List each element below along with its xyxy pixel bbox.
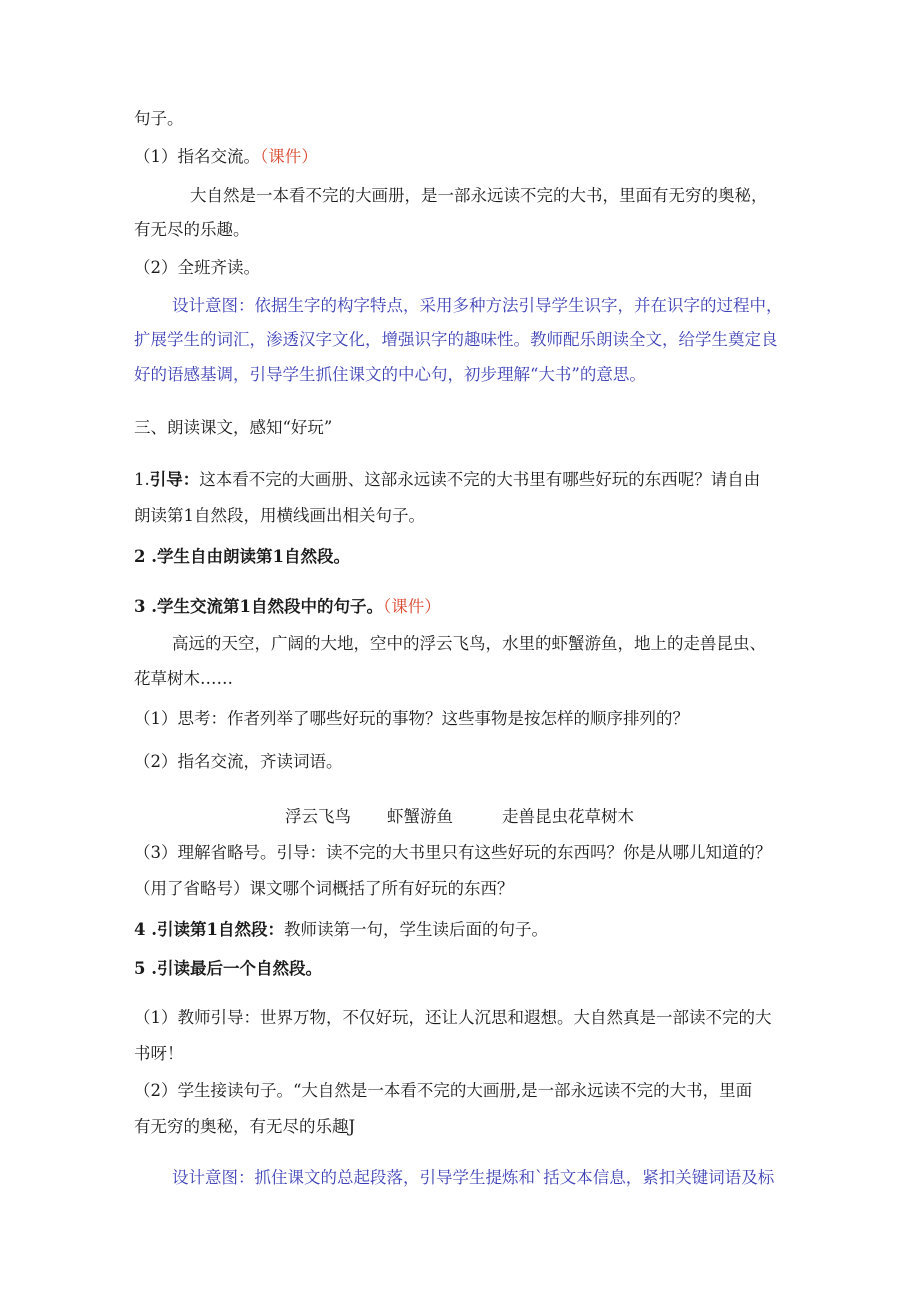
word-group: 虾蟹游鱼	[387, 807, 453, 826]
text-line: （1）指名交流。（课件）	[134, 147, 318, 166]
quote-line: 高远的天空，广阔的大地，空中的浮云飞鸟，水里的虾蟹游鱼，地上的走兽昆虫、	[172, 634, 766, 653]
quote-line: 花草树木……	[134, 669, 233, 688]
text-line: （1）思考：作者列举了哪些好玩的事物？这些事物是按怎样的顺序排列的？	[134, 709, 689, 728]
quote-line: 大自然是一本看不完的大画册，是一部永远读不完的大书，里面有无穷的奥秘，	[190, 186, 768, 205]
step-heading: 4 .引读第1自然段：教师读第一句，学生读后面的句子。	[134, 920, 548, 939]
text-line: （3）理解省略号。引导：读不完的大书里只有这些好玩的东西吗？你是从哪儿知道的？	[134, 843, 772, 862]
text-line: （1）教师引导：世界万物，不仅好玩，还让人沉思和遐想。大自然真是一部读不完的大	[134, 1008, 772, 1027]
text-line: （2）指名交流，齐读词语。	[134, 752, 343, 771]
text-line: （用了省略号）课文哪个词概括了所有好玩的东西？	[134, 879, 514, 898]
text-line: 1.引导：这本看不完的大画册、这部永远读不完的大书里有哪些好玩的东西呢？请自由	[134, 470, 761, 489]
word-group: 走兽昆虫花草树木	[502, 807, 634, 826]
courseware-tag: （课件）	[382, 597, 441, 616]
step-heading: 5 .引读最后一个自然段。	[134, 959, 322, 978]
step-heading: 3 .学生交流第1自然段中的句子。（课件）	[134, 597, 441, 616]
design-intent: 扩展学生的词汇，渗透汉字文化，增强识字的趣味性。教师配乐朗读全文，给学生奠定良	[134, 330, 778, 349]
text-line: 朗读第1自然段，用横线画出相关句子。	[134, 506, 425, 525]
text-line: （2）全班齐读。	[134, 258, 260, 277]
text-line: 有无穷的奥秘，有无尽的乐趣J	[134, 1117, 356, 1136]
quote-line: 有无尽的乐趣。	[134, 220, 250, 239]
text-line: （2）学生接读句子。“大自然是一本看不完的大画册,是一部永远读不完的大书，里面	[134, 1081, 753, 1100]
section-heading: 三、朗读课文，感知“好玩”	[134, 418, 333, 437]
design-intent: 设计意图：抓住课文的总起段落，引导学生提炼和`括文本信息，紧扣关键词语及标	[172, 1168, 775, 1187]
design-intent: 设计意图：依据生字的构字特点，采用多种方法引导学生识字，并在识字的过程中，	[172, 296, 783, 315]
courseware-tag: （课件）	[260, 147, 318, 166]
text-line: 书呀！	[134, 1044, 184, 1063]
text-line: 句子。	[134, 109, 184, 128]
design-intent: 好的语感基调，引导学生抓住课文的中心句，初步理解“大书”的意思。	[134, 365, 646, 384]
word-group: 浮云飞鸟	[285, 807, 351, 826]
step-heading: 2 .学生自由朗读第1自然段。	[134, 547, 350, 566]
